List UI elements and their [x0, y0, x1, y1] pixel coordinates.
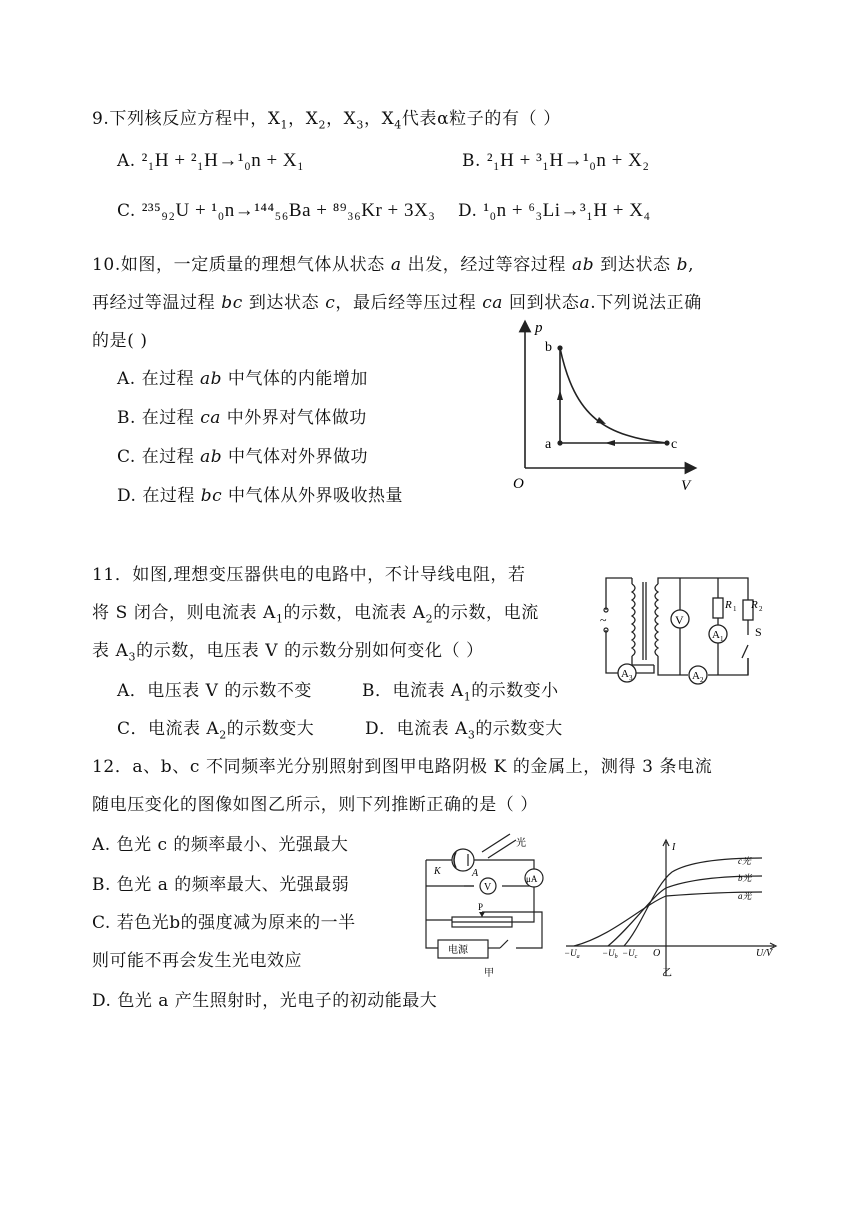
tick-ua: $-U_a$ [564, 948, 580, 960]
origin-label: O [653, 948, 661, 959]
svg-text:V: V [484, 882, 492, 893]
state-a-label: a [545, 437, 552, 452]
slider-p-label: P [478, 902, 484, 912]
q11-stem-line1: 11．如图,理想变压器供电的电路中，不计导线电阻，若 [92, 565, 526, 585]
q12-figure-yi-iu-graph [562, 836, 784, 986]
q9-option-d: D. ¹₀n + ⁶₃Li→³₁H + X₄ [458, 200, 651, 221]
q12-option-d: D. 色光 a 产生照射时，光电子的初动能最大 [92, 991, 438, 1011]
q11-option-a: A．电压表 V 的示数不变 [117, 681, 312, 701]
q12-option-a: A. 色光 c 的频率最小、光强最大 [92, 835, 349, 855]
q12-option-c-line1: C. 若色光b的强度减为原来的一半 [92, 913, 356, 933]
resistor-r2-label: R [751, 599, 758, 611]
q9-equation-d: ¹₀n + ⁶₃Li→³₁H + X₄ [483, 200, 651, 221]
power-source-label: 电源 [448, 945, 468, 956]
svg-text:A: A [712, 629, 720, 641]
q9-equation-b: ²₁H + ³₁H→¹₀n + X₂ [486, 150, 650, 171]
q11-stem-line3: 表 $A_3$的示数，电压表 V 的示数分别如何变化（ ） [92, 641, 484, 664]
process-bc [560, 348, 667, 443]
ac-source-icon: ~ [600, 613, 607, 627]
switch-s-label: S [755, 625, 762, 639]
cathode-k-label: K [434, 866, 441, 877]
q12-option-b: B. 色光 a 的频率最大、光强最弱 [92, 875, 350, 895]
q9-option-a: A. ²₁H + ²₁H→¹₀n + X₁ [117, 150, 305, 171]
q9-option-b: B. ²₁H + ³₁H→¹₀n + X₂ [462, 150, 650, 171]
voltmeter-label: V [675, 613, 684, 627]
q11-option-d: D．电流表 $A_3$的示数变大 [365, 719, 563, 742]
resistor-r1-label: R [725, 599, 732, 611]
svg-text:3: 3 [629, 674, 633, 682]
svg-text:μA: μA [526, 874, 538, 884]
legend-c-light: c光 [738, 856, 751, 866]
curve-a-light [574, 892, 762, 946]
q10-stem-line2: 再经过等温过程 bc 到达状态 c，最后经等压过程 ca 回到状态a.下列说法正确 [92, 293, 702, 313]
q12-figure-jia-circuit [412, 830, 562, 980]
q11-option-b: B．电流表 $A_1$的示数变小 [362, 681, 559, 704]
arrow-bc [596, 417, 606, 424]
curve-c-light [624, 858, 762, 946]
q9-equation-a: ²₁H + ²₁H→¹₀n + X₁ [141, 150, 305, 171]
q10-option-d: D. 在过程 bc 中气体从外界吸收热量 [117, 486, 404, 506]
q10-stem-line3: 的是( ) [92, 331, 148, 351]
q9-equation-c: ²³⁵₉₂U + ¹₀n→¹⁴⁴₅₆Ba + ⁸⁹₃₆Kr + 3X₃ [141, 200, 436, 221]
q11-option-c: C．电流表 $A_2$的示数变大 [117, 719, 315, 742]
origin-label: O [513, 476, 524, 492]
v-axis-label: V [681, 478, 691, 494]
i-axis-label: I [672, 842, 676, 853]
q12-stem-line1: 12．a、b、c 不同频率光分别照射到图甲电路阴极 K 的金属上，测得 3 条电流 [92, 757, 713, 777]
legend-a-light: a光 [738, 891, 752, 901]
figure-yi-caption: 乙 [662, 968, 672, 979]
figure-jia-caption: 甲 [484, 968, 494, 979]
svg-text:1: 1 [733, 605, 737, 613]
tick-uc: $-U_c$ [622, 948, 638, 960]
u-axis-label: U/V [756, 948, 773, 959]
q12-stem-line2: 随电压变化的图像如图乙所示，则下列推断正确的是（ ） [92, 795, 539, 815]
q9-option-c: C. ²³⁵₉₂U + ¹₀n→¹⁴⁴₅₆Ba + ⁸⁹₃₆Kr + 3X₃ [117, 200, 436, 221]
state-c-label: c [671, 437, 678, 452]
q11-stem-line2: 将 S 闭合，则电流表 $A_1$的示数，电流表 $A_2$的示数，电流 [92, 603, 539, 626]
svg-text:A: A [692, 670, 700, 682]
q9-stem: 9.下列核反应方程中，$X_1$，$X_2$，$X_3$，$X_4$代表α粒子的有（ ） [92, 109, 561, 132]
q10-option-a: A. 在过程 ab 中气体的内能增加 [117, 369, 368, 389]
svg-text:2: 2 [759, 605, 763, 613]
svg-text:A: A [621, 668, 629, 680]
anode-a-label: A [472, 868, 479, 879]
q10-pv-graph [505, 318, 705, 498]
legend-b-light: b光 [738, 873, 752, 883]
p-axis-label: p [535, 320, 543, 336]
q10-option-c: C. 在过程 ab 中气体对外界做功 [117, 447, 369, 467]
light-label: 光 [516, 838, 526, 849]
state-b-label: b [545, 340, 552, 355]
q10-stem-line1: 10.如图，一定质量的理想气体从状态 a 出发，经过等容过程 ab 到达状态 b, [92, 255, 695, 275]
q10-option-b: B. 在过程 ca 中外界对气体做功 [117, 408, 367, 428]
q11-circuit-diagram [598, 570, 768, 690]
arrow-ca [605, 440, 615, 446]
svg-text:2: 2 [700, 676, 704, 684]
arrow-ab [557, 390, 563, 400]
svg-text:1: 1 [720, 635, 724, 643]
tick-ub: $-U_b$ [602, 948, 618, 960]
q12-option-c-line2: 则可能不再会发生光电效应 [92, 951, 302, 971]
